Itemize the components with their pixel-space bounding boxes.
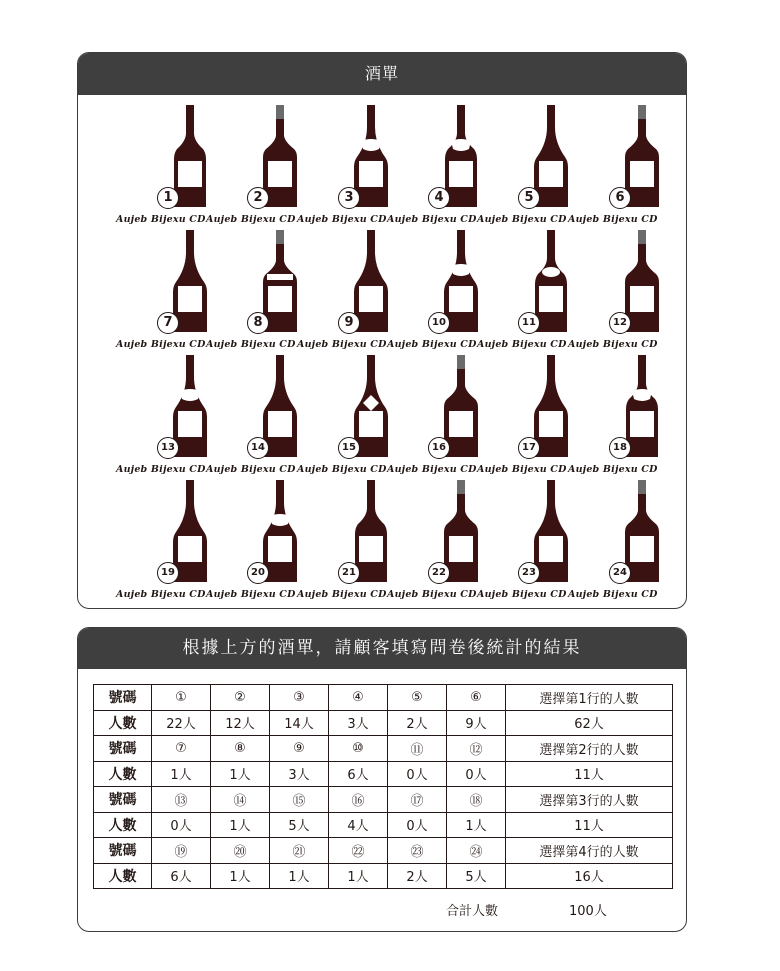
- count-cell: 1人: [152, 761, 211, 787]
- code-cell: ⑲: [152, 838, 211, 864]
- wine-maker-label: Aujeb Bijexu CD: [116, 589, 206, 600]
- count-cell: 0人: [388, 812, 447, 838]
- bottle-body: [534, 480, 568, 582]
- row-label: 選擇第4行的人數: [506, 838, 673, 864]
- bottle-body: [263, 230, 297, 332]
- wine-number: 24: [609, 562, 631, 584]
- wine-item: [387, 353, 487, 478]
- count-cell: 3人: [270, 761, 329, 787]
- wine-maker-label: Aujeb Bijexu CD: [387, 214, 477, 225]
- bottle-body: [625, 230, 659, 332]
- wine-item: [477, 478, 577, 603]
- wine-maker-label: Aujeb Bijexu CD: [206, 464, 296, 475]
- wine-item: [477, 353, 577, 478]
- wine-number: 7: [157, 312, 179, 334]
- wine-number: 1: [157, 187, 179, 209]
- wine-maker-label: Aujeb Bijexu CD: [297, 464, 387, 475]
- wine-number: 15: [338, 437, 360, 459]
- wine-item: [568, 478, 668, 603]
- bottle-body: [173, 230, 207, 332]
- code-cell: ㉔: [447, 838, 506, 864]
- bottle-label: [539, 286, 563, 312]
- bottle-body: [173, 480, 207, 582]
- wine-number: 14: [247, 437, 269, 459]
- survey-panel: [77, 627, 687, 932]
- wine-item: [387, 228, 487, 353]
- wine-item: [387, 478, 487, 603]
- code-header: 號碼: [94, 787, 152, 813]
- wine-maker-label: Aujeb Bijexu CD: [116, 214, 206, 225]
- code-cell: ⑤: [388, 685, 447, 711]
- wine-item: [206, 478, 306, 603]
- total-label: 合計人數: [446, 904, 499, 919]
- wine-maker-label: Aujeb Bijexu CD: [568, 214, 658, 225]
- wine-item: [206, 353, 306, 478]
- count-header: 人數: [94, 710, 152, 736]
- count-cell: 22人: [152, 710, 211, 736]
- bottle-label: [178, 161, 202, 187]
- count-cell: 14人: [270, 710, 329, 736]
- code-row: [94, 838, 673, 864]
- code-cell: ⑪: [388, 736, 447, 762]
- code-cell: ①: [152, 685, 211, 711]
- count-cell: 1人: [211, 761, 270, 787]
- code-cell: ㉑: [270, 838, 329, 864]
- wine-maker-label: Aujeb Bijexu CD: [477, 214, 567, 225]
- bottle-body: [174, 105, 206, 207]
- bottle-body: [625, 105, 659, 207]
- count-cell: 1人: [447, 812, 506, 838]
- count-header: 人數: [94, 761, 152, 787]
- wine-item: [206, 228, 306, 353]
- bottle-label: [539, 411, 563, 437]
- bottle-label: [268, 411, 292, 437]
- row-total: 16人: [506, 863, 673, 889]
- wine-number: 17: [518, 437, 540, 459]
- count-cell: 1人: [211, 863, 270, 889]
- count-row: [94, 710, 673, 736]
- wine-item: [116, 478, 216, 603]
- count-header: 人數: [94, 863, 152, 889]
- wine-item: [116, 228, 216, 353]
- code-cell: ㉒: [329, 838, 388, 864]
- wine-maker-label: Aujeb Bijexu CD: [297, 214, 387, 225]
- bottle-body: [444, 480, 478, 582]
- row-total: 11人: [506, 761, 673, 787]
- count-cell: 2人: [388, 710, 447, 736]
- bottle-label: [268, 536, 292, 562]
- row-total: 62人: [506, 710, 673, 736]
- wine-maker-label: Aujeb Bijexu CD: [568, 464, 658, 475]
- code-cell: ⑮: [270, 787, 329, 813]
- wine-menu-panel: [77, 52, 687, 609]
- count-cell: 3人: [329, 710, 388, 736]
- wine-number: 4: [428, 187, 450, 209]
- code-cell: ⑫: [447, 736, 506, 762]
- wine-item: [297, 103, 397, 228]
- code-cell: ⑳: [211, 838, 270, 864]
- wine-item: [206, 103, 306, 228]
- code-cell: ⑨: [270, 736, 329, 762]
- code-cell: ④: [329, 685, 388, 711]
- count-header: 人數: [94, 812, 152, 838]
- wine-item: [568, 228, 668, 353]
- bottle-label: [449, 286, 473, 312]
- count-cell: 0人: [447, 761, 506, 787]
- bottle-body: [263, 480, 297, 582]
- bottle-label: [539, 536, 563, 562]
- wine-number: 18: [609, 437, 631, 459]
- wine-number: 10: [428, 312, 450, 334]
- bottle-label: [449, 536, 473, 562]
- wine-number: 16: [428, 437, 450, 459]
- code-cell: ⑱: [447, 787, 506, 813]
- wine-item: [477, 103, 577, 228]
- count-cell: 12人: [211, 710, 270, 736]
- bottle-body: [625, 480, 659, 582]
- wine-maker-label: Aujeb Bijexu CD: [116, 339, 206, 350]
- count-row: [94, 761, 673, 787]
- count-cell: 5人: [447, 863, 506, 889]
- count-cell: 6人: [152, 863, 211, 889]
- wine-number: 23: [518, 562, 540, 584]
- bottle-label: [268, 286, 292, 312]
- bottle-body: [444, 230, 478, 332]
- code-cell: ⑧: [211, 736, 270, 762]
- wine-number: 19: [157, 562, 179, 584]
- wine-maker-label: Aujeb Bijexu CD: [116, 464, 206, 475]
- bottle-label: [539, 161, 563, 187]
- count-row: [94, 812, 673, 838]
- bottle-label: [359, 411, 383, 437]
- wine-maker-label: Aujeb Bijexu CD: [568, 339, 658, 350]
- code-row: [94, 685, 673, 711]
- wine-number: 6: [609, 187, 631, 209]
- count-cell: 0人: [152, 812, 211, 838]
- count-cell: 1人: [329, 863, 388, 889]
- bottle-body: [535, 230, 567, 332]
- code-cell: ⑭: [211, 787, 270, 813]
- bottle-body: [355, 480, 387, 582]
- bottle-label: [630, 286, 654, 312]
- count-cell: 5人: [270, 812, 329, 838]
- bottle-label: [449, 411, 473, 437]
- bottle-label: [359, 161, 383, 187]
- survey-table: [93, 684, 673, 889]
- wine-maker-label: Aujeb Bijexu CD: [297, 589, 387, 600]
- wine-maker-label: Aujeb Bijexu CD: [387, 339, 477, 350]
- wine-item: [387, 103, 487, 228]
- count-row: [94, 863, 673, 889]
- wine-item: [568, 103, 668, 228]
- wine-number: 12: [609, 312, 631, 334]
- wine-menu-title: 酒單: [78, 53, 686, 95]
- code-header: 號碼: [94, 838, 152, 864]
- bottle-label: [359, 536, 383, 562]
- wine-number: 2: [247, 187, 269, 209]
- code-cell: ⑬: [152, 787, 211, 813]
- wine-maker-label: Aujeb Bijexu CD: [297, 339, 387, 350]
- count-cell: 0人: [388, 761, 447, 787]
- wine-item: [297, 228, 397, 353]
- bottle-label: [178, 536, 202, 562]
- wine-number: 21: [338, 562, 360, 584]
- wine-item: [297, 478, 397, 603]
- wine-number: 3: [338, 187, 360, 209]
- wine-number: 9: [338, 312, 360, 334]
- code-cell: ㉓: [388, 838, 447, 864]
- bottle-body: [444, 355, 478, 457]
- wine-item: [116, 103, 216, 228]
- code-cell: ②: [211, 685, 270, 711]
- bottle-label: [630, 411, 654, 437]
- bottle-body: [354, 230, 388, 332]
- count-cell: 1人: [270, 863, 329, 889]
- code-header: 號碼: [94, 736, 152, 762]
- bottle-body: [534, 105, 568, 207]
- code-cell: ⑩: [329, 736, 388, 762]
- survey-title: 根據上方的酒單，請顧客填寫問卷後統計的結果: [78, 628, 686, 669]
- code-cell: ③: [270, 685, 329, 711]
- bottle-label: [449, 161, 473, 187]
- wine-number: 13: [157, 437, 179, 459]
- code-header: 號碼: [94, 685, 152, 711]
- bottle-label: [630, 161, 654, 187]
- row-label: 選擇第3行的人數: [506, 787, 673, 813]
- row-total: 11人: [506, 812, 673, 838]
- wine-maker-label: Aujeb Bijexu CD: [206, 339, 296, 350]
- count-cell: 2人: [388, 863, 447, 889]
- wine-number: 8: [247, 312, 269, 334]
- bottle-label: [359, 286, 383, 312]
- code-cell: ⑰: [388, 787, 447, 813]
- total-value: 100人: [569, 904, 607, 919]
- count-cell: 6人: [329, 761, 388, 787]
- wine-number: 11: [518, 312, 540, 334]
- code-row: [94, 736, 673, 762]
- wine-number: 20: [247, 562, 269, 584]
- wine-number: 22: [428, 562, 450, 584]
- wine-maker-label: Aujeb Bijexu CD: [477, 464, 567, 475]
- wine-maker-label: Aujeb Bijexu CD: [387, 589, 477, 600]
- bottle-body: [626, 355, 658, 457]
- wine-maker-label: Aujeb Bijexu CD: [477, 589, 567, 600]
- wine-maker-label: Aujeb Bijexu CD: [206, 589, 296, 600]
- bottle-body: [354, 105, 388, 207]
- code-row: [94, 787, 673, 813]
- bottle-label: [630, 536, 654, 562]
- wine-item: [477, 228, 577, 353]
- row-label: 選擇第1行的人數: [506, 685, 673, 711]
- bottle-label: [268, 161, 292, 187]
- bottle-body: [445, 105, 477, 207]
- code-cell: ⑦: [152, 736, 211, 762]
- count-cell: 4人: [329, 812, 388, 838]
- count-cell: 1人: [211, 812, 270, 838]
- row-label: 選擇第2行的人數: [506, 736, 673, 762]
- wine-maker-label: Aujeb Bijexu CD: [568, 589, 658, 600]
- bottle-body: [263, 355, 297, 457]
- bottle-label: [178, 411, 202, 437]
- wine-maker-label: Aujeb Bijexu CD: [206, 214, 296, 225]
- wine-maker-label: Aujeb Bijexu CD: [477, 339, 567, 350]
- count-cell: 9人: [447, 710, 506, 736]
- wine-number: 5: [518, 187, 540, 209]
- wine-item: [568, 353, 668, 478]
- wine-maker-label: Aujeb Bijexu CD: [387, 464, 477, 475]
- wine-item: [297, 353, 397, 478]
- bottle-body: [173, 355, 207, 457]
- bottle-label: [178, 286, 202, 312]
- wine-item: [116, 353, 216, 478]
- bottle-body: [263, 105, 297, 207]
- code-cell: ⑥: [447, 685, 506, 711]
- bottle-body: [534, 355, 568, 457]
- code-cell: ⑯: [329, 787, 388, 813]
